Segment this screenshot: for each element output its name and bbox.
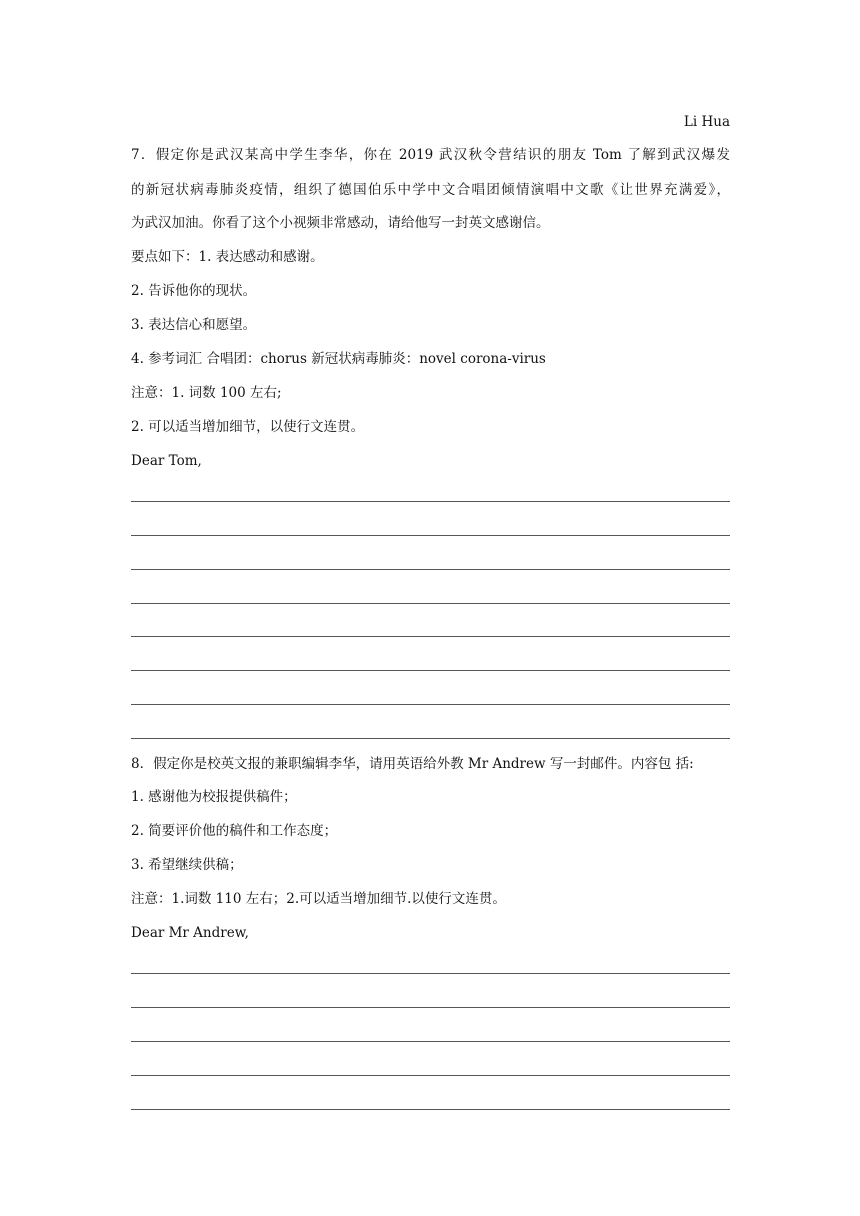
q8-answer-line-2[interactable] (131, 1007, 730, 1008)
q8-answer-line-5[interactable] (131, 1109, 730, 1110)
q7-prompt-line-2: 的新冠状病毒肺炎疫情，组织了德国伯乐中学中文合唱团倾情演唱中文歌《让世界充满爱》， (131, 182, 730, 198)
q7-salutation: Dear Tom, (131, 453, 202, 469)
q7-answer-line-4[interactable] (131, 603, 730, 604)
q7-answer-line-1[interactable] (131, 501, 730, 502)
q7-prompt-line-1: 7．假定你是武汉某高中学生李华，你在 2019 武汉秋令营结识的朋友 Tom 了解到武汉爆发 (131, 147, 730, 163)
q7-answer-line-2[interactable] (131, 535, 730, 536)
q8-prompt-line: 8．假定你是校英文报的兼职编辑李华，请用英语给外教 Mr Andrew 写一封邮件。内容包 括: (131, 756, 694, 772)
q8-note: 注意：1.词数 110 左右；2.可以适当增加细节.以使行文连贯。 (131, 891, 506, 907)
q7-answer-line-6[interactable] (131, 670, 730, 671)
q8-answer-line-1[interactable] (131, 973, 730, 974)
q7-point-3: 3. 表达信心和愿望。 (131, 317, 257, 333)
q8-point-2: 2. 简要评价他的稿件和工作态度； (131, 823, 338, 839)
q7-point-4-vocabulary: 4. 参考词汇 合唱团：chorus 新冠状病毒肺炎：novel corona-virus (131, 351, 546, 367)
q7-answer-line-3[interactable] (131, 569, 730, 570)
q7-answer-line-5[interactable] (131, 636, 730, 637)
q7-prompt-line-3: 为武汉加油。你看了这个小视频非常感动，请给他写一封英文感谢信。 (131, 215, 550, 231)
q7-note-1: 注意：1. 词数 100 左右; (131, 385, 282, 401)
q7-points-intro: 要点如下：1. 表达感动和感谢。 (131, 249, 324, 265)
q8-point-3: 3. 希望继续供稿； (131, 857, 243, 873)
q7-point-2: 2. 告诉他你的现状。 (131, 283, 257, 299)
q7-note-2: 2. 可以适当增加细节，以使行文连贯。 (131, 419, 365, 435)
signature: Li Hua (683, 114, 730, 130)
q7-answer-line-7[interactable] (131, 704, 730, 705)
q8-salutation: Dear Mr Andrew, (131, 925, 249, 941)
q8-answer-line-3[interactable] (131, 1041, 730, 1042)
q8-answer-line-4[interactable] (131, 1075, 730, 1076)
q8-point-1: 1. 感谢他为校报提供稿件； (131, 789, 297, 805)
q7-answer-line-8[interactable] (131, 738, 730, 739)
